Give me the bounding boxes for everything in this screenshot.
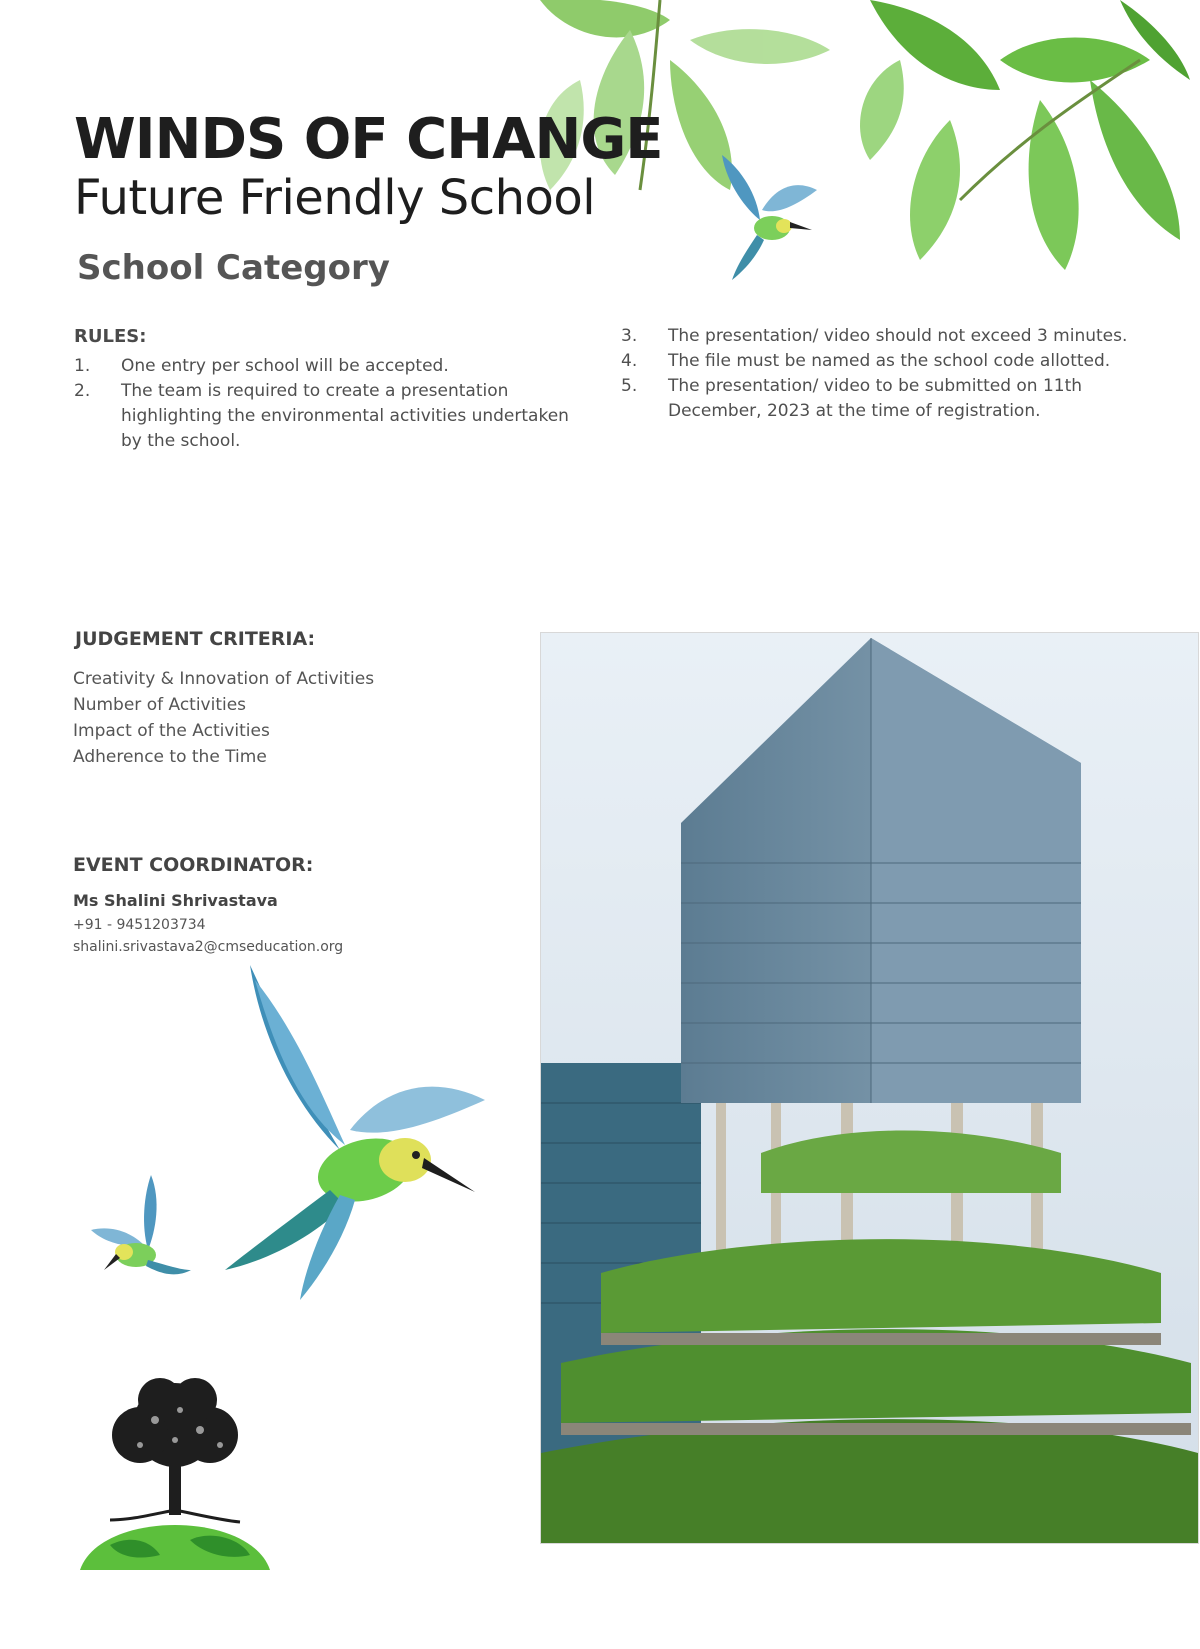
coordinator-heading: EVENT COORDINATOR:	[73, 854, 314, 876]
green-building-illustration	[541, 633, 1198, 1543]
rules-heading: RULES:	[74, 326, 147, 347]
coordinator-name: Ms Shalini Shrivastava	[73, 891, 278, 910]
rule-number: 1.	[74, 356, 91, 376]
tree-globe-logo	[80, 1370, 270, 1575]
rule-number: 3.	[621, 326, 638, 346]
rule-text: The file must be named as the school code allotted.	[668, 351, 1111, 371]
rule-item	[621, 374, 1141, 424]
judgement-heading: JUDGEMENT CRITERIA:	[75, 628, 316, 650]
page-subtitle: Future Friendly School	[74, 170, 596, 226]
green-building-photo	[540, 632, 1199, 1544]
rule-number: 2.	[74, 381, 91, 401]
rule-text: The presentation/ video to be submitted on 11th December, 2023 at the time of registration.	[668, 376, 1083, 421]
category-label: School Category	[77, 248, 390, 288]
judgement-list	[73, 666, 374, 770]
bird-illustration	[86, 1170, 196, 1295]
coordinator-phone: +91 - 9451203734	[73, 917, 206, 933]
rules-list-left	[74, 354, 594, 454]
bird-illustration	[712, 150, 822, 290]
criteria-item: Impact of the Activities	[73, 721, 270, 741]
rule-text: The presentation/ video should not exceed 3 minutes.	[668, 326, 1128, 346]
coordinator-email: shalini.srivastava2@cmseducation.org	[73, 939, 344, 955]
criteria-item: Adherence to the Time	[73, 747, 267, 767]
bird-illustration	[220, 960, 490, 1310]
rule-item	[621, 324, 1141, 349]
page-title: WINDS OF CHANGE	[74, 107, 663, 172]
rule-text: One entry per school will be accepted.	[121, 356, 449, 376]
criteria-item: Number of Activities	[73, 695, 247, 715]
rule-text: The team is required to create a presentation highlighting the environmental activities undertaken by the school.	[121, 381, 569, 451]
rule-item	[74, 379, 594, 454]
rule-number: 5.	[621, 376, 638, 396]
rule-item	[74, 354, 594, 379]
rules-list-right	[621, 324, 1141, 424]
rule-item	[621, 349, 1141, 374]
rule-number: 4.	[621, 351, 638, 371]
criteria-item: Creativity & Innovation of Activities	[73, 669, 375, 689]
